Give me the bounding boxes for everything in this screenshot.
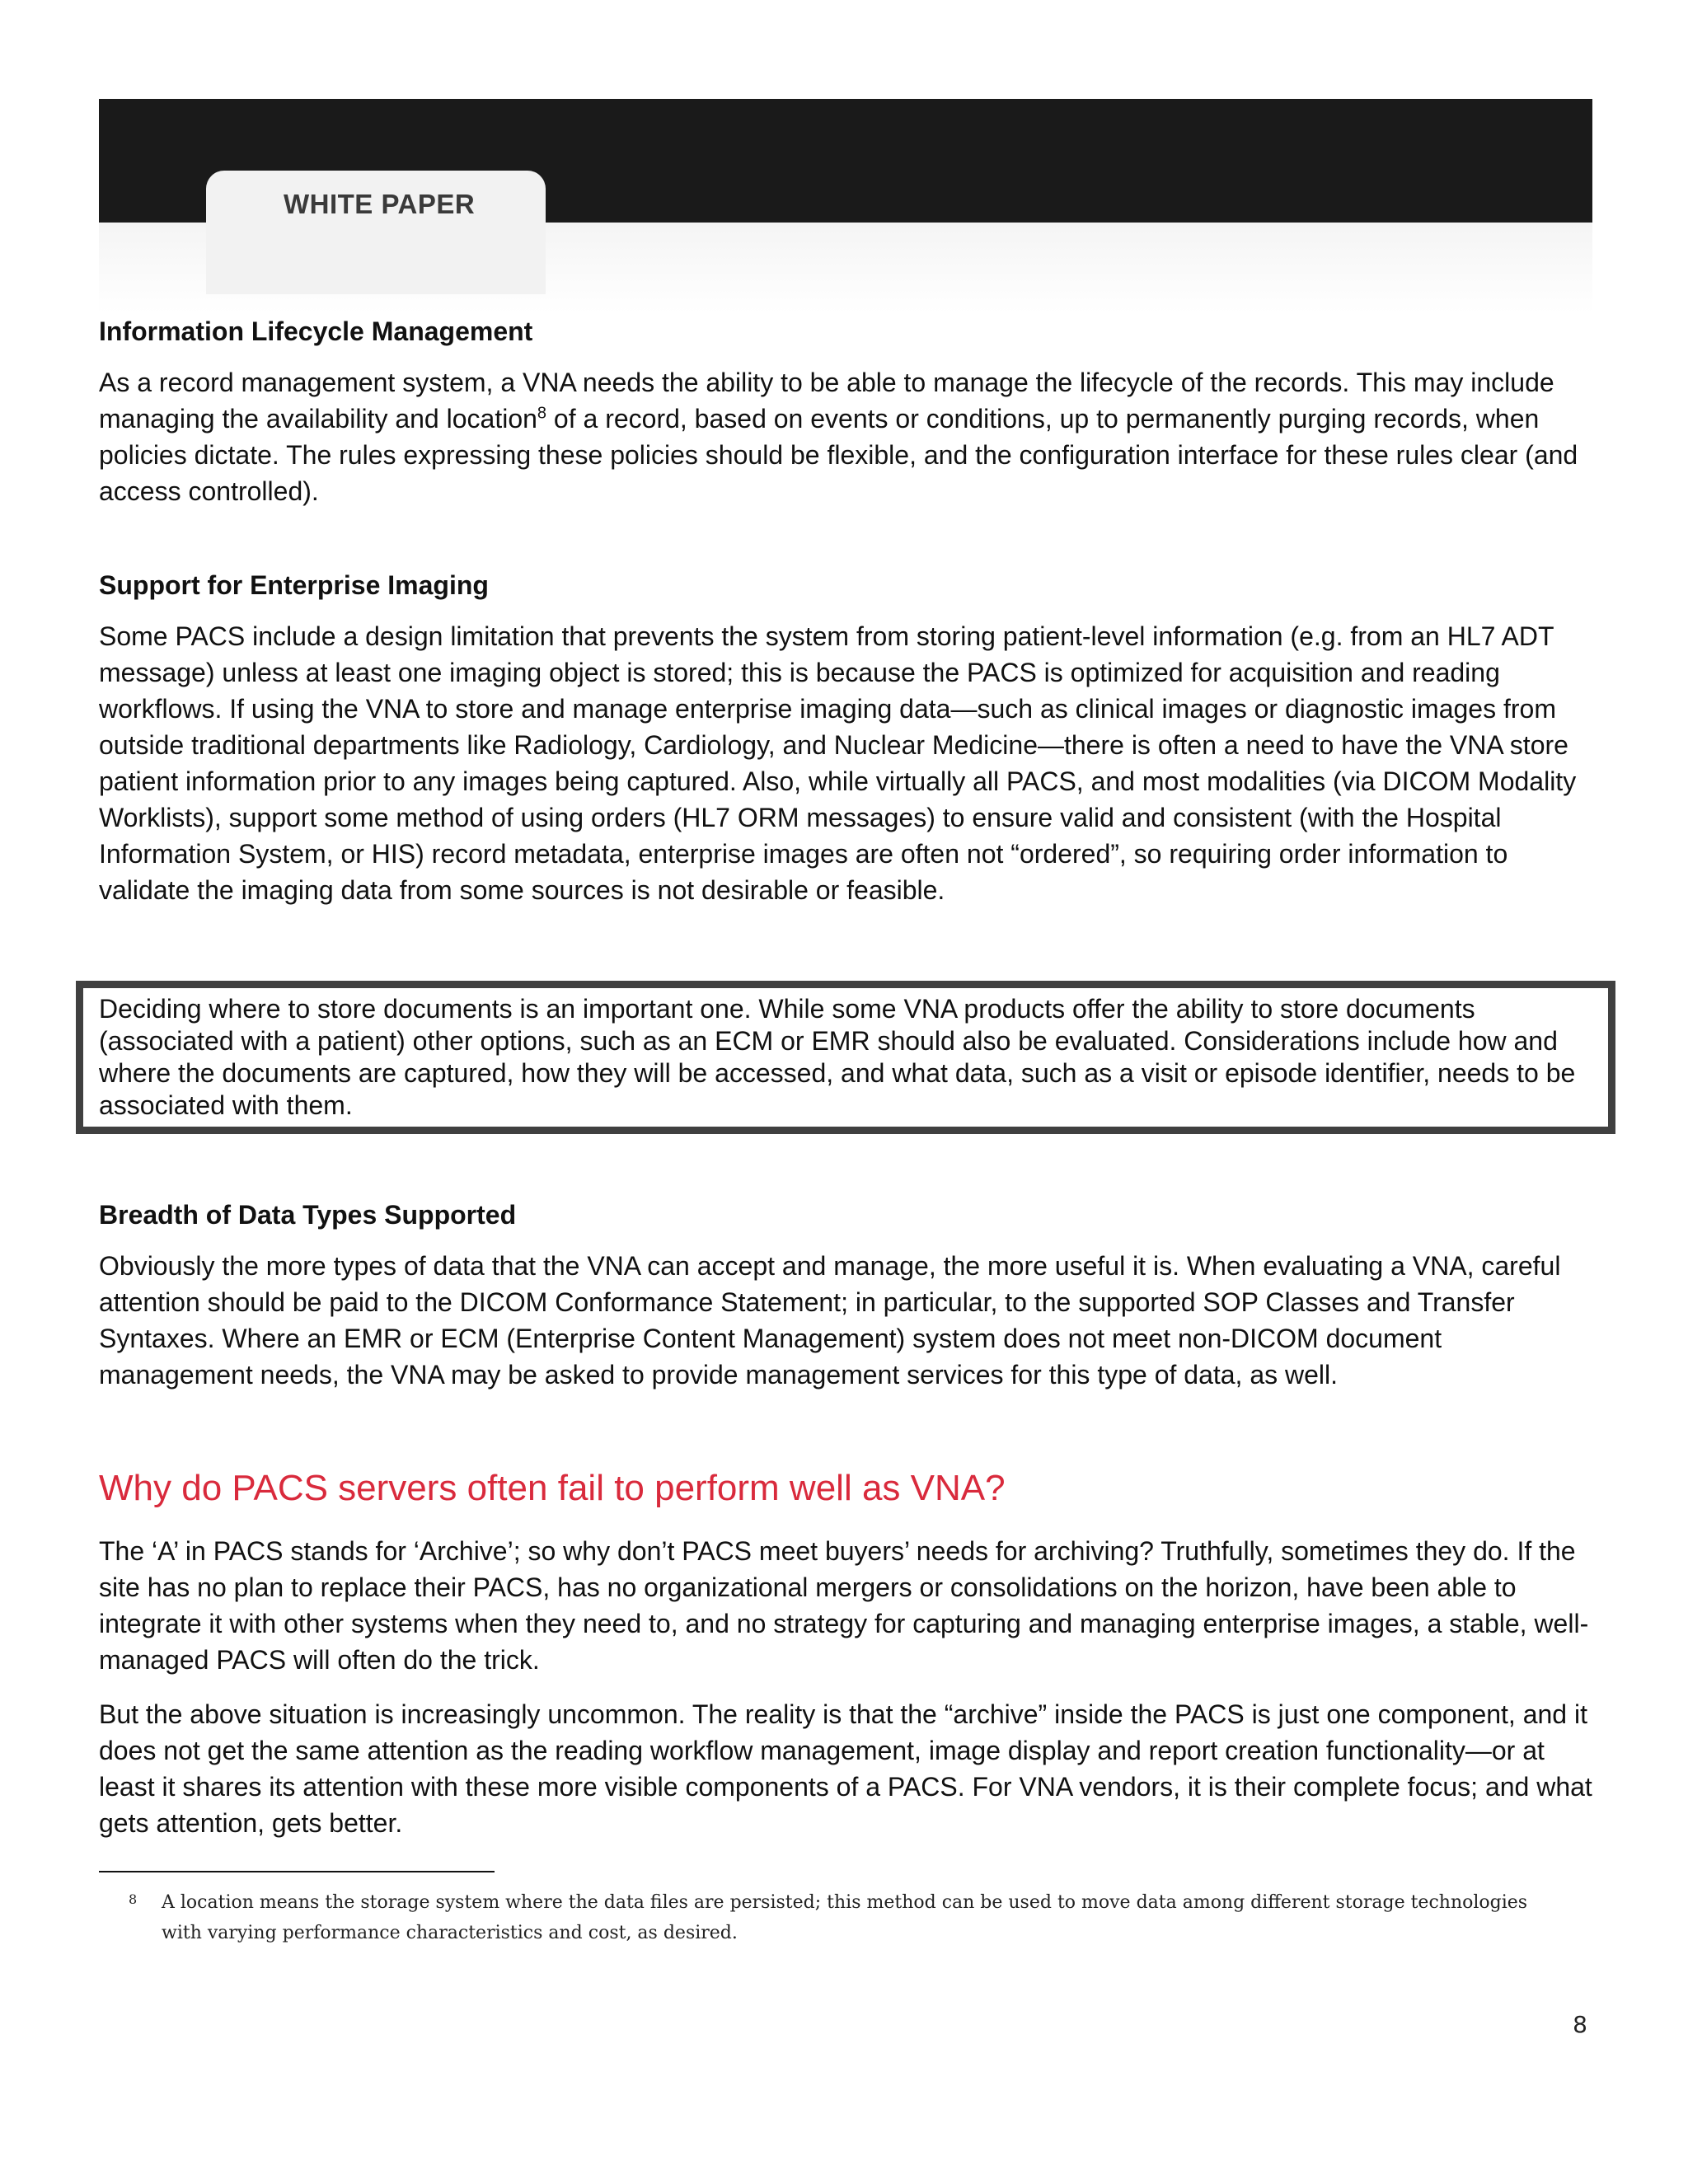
callout-box <box>76 981 1615 1134</box>
paragraph <box>99 364 1592 509</box>
paragraph: Obviously the more types of data that the VNA can accept and manage, the more useful it is. When evaluating a VNA, careful attention should be paid to the DICOM Conformance Statement; in particular, to the supported SOP Classes and Transfer Syntaxes. Where an EMR or ECM (Enterprise Content Management) system does not meet non-DICOM document management needs, the VNA may be asked to provide management services for this type of data, as well. <box>99 1251 1561 1390</box>
section-heading: Breadth of Data Types Supported <box>99 1200 517 1230</box>
paragraph-text: of a record, based on events or conditions, up to permanently purging records, when policies dictate. The rules expressing these policies should be flexible, and the configuration interface for these rules clear (and access controlled). <box>99 404 1578 506</box>
footnote-reference[interactable]: 8 <box>537 404 547 423</box>
section-enterprise-imaging <box>99 567 1592 908</box>
chapter-heading: Why do PACS servers often fail to perform well as VNA? <box>99 1468 1006 1508</box>
section-breadth-of-data-types <box>99 1197 1592 1393</box>
page-number: 8 <box>1573 2011 1587 2038</box>
white-paper-label: WHITE PAPER <box>284 189 476 219</box>
white-paper-tab <box>206 171 546 294</box>
footnote-number: 8 <box>129 1891 138 1907</box>
footnote-text: A location means the storage system where the data files are persisted; this method can be used to move data among different storage technologies with varying performance characteristics and cost, as desired. <box>162 1892 1528 1943</box>
paragraph: Some PACS include a design limitation that prevents the system from storing patient-level information (e.g. from an HL7 ADT message) unless at least one imaging object is stored; this is because the PACS is optimized for acquisition and reading workflows. If using the VNA to store and manage enterprise imaging data—such as clinical images or diagnostic images from outside traditional departments like Radiology, Cardiology, and Nuclear Medicine—there is often a need to have the VNA store patient information prior to any images being captured. Also, while virtually all PACS, and most modalities (via DICOM Modality Worklists), support some method of using orders (HL7 ORM messages) to ensure valid and consistent (with the Hospital Information System, or HIS) record metadata, enterprise images are often not “ordered”, so requiring order information to validate the imaging data from some sources is not desirable or feasible. <box>99 621 1577 905</box>
section-information-lifecycle <box>99 313 1592 509</box>
footnote <box>99 1887 1563 1948</box>
page-content <box>99 313 1592 1948</box>
paragraph: But the above situation is increasingly uncommon. The reality is that the “archive” inside the PACS is just one component, and it does not get the same attention as the reading workflow management, image display and report creation functionality—or at least it shares its attention with these more visible components of a PACS. For VNA vendors, it is their complete focus; and what gets attention, gets better. <box>99 1699 1592 1838</box>
section-heading: Information Lifecycle Management <box>99 316 533 346</box>
callout-text: Deciding where to store documents is an important one. While some VNA products offer the ability to store documents (associated with a patient) other options, such as an ECM or EMR should also be evaluated. Considerations include how and where the documents are captured, how they will be accessed, and what data, such as a visit or episode identifier, needs to be associated with them. <box>99 994 1576 1120</box>
paragraph: The ‘A’ in PACS stands for ‘Archive’; so why don’t PACS meet buyers’ needs for archiving? Truthfully, sometimes they do. If the site has no plan to replace their PACS, has no organizational mergers or consolidations on the horizon, have been able to integrate it with other systems when they need to, and no strategy for capturing and managing enterprise images, a stable, well-managed PACS will often do the trick. <box>99 1536 1589 1675</box>
section-heading: Support for Enterprise Imaging <box>99 570 489 600</box>
footnote-divider <box>99 1871 495 1872</box>
section-why-pacs-fail <box>99 1465 1592 1841</box>
paragraph-text: As a record management system, a VNA needs the ability to be able to manage the lifecycle of the records. This may include managing the availability and location <box>99 368 1554 434</box>
